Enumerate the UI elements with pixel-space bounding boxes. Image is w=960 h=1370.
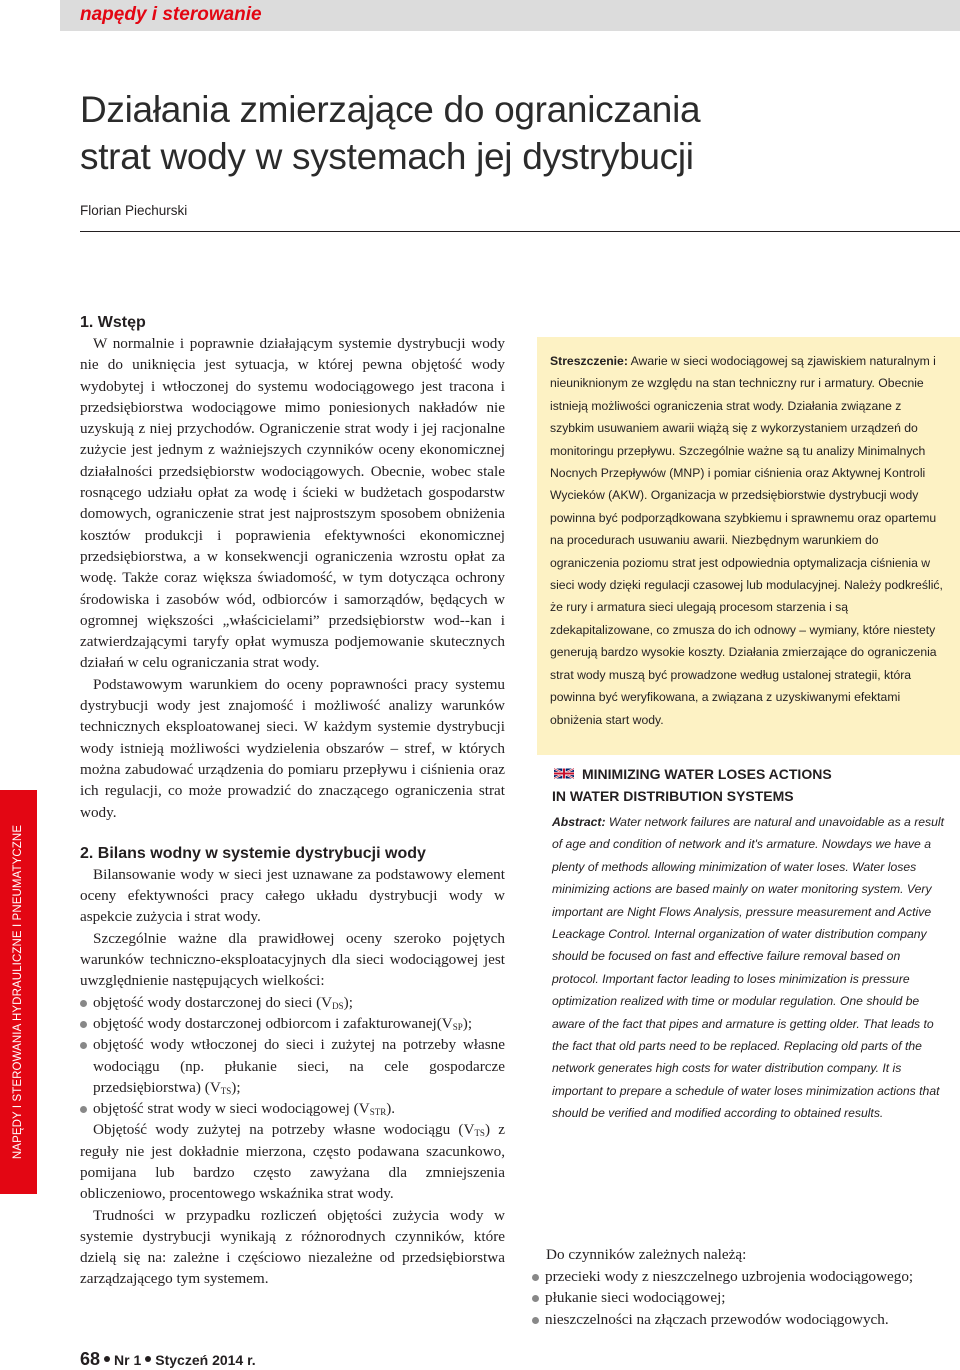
author-name: Florian Piechurski: [80, 203, 188, 218]
bullet-icon: [80, 1042, 87, 1049]
title-line-1: Działania zmierzające do ograniczania: [80, 89, 701, 130]
list-item: nieszczelności na złączach przewodów wodociągowych.: [532, 1309, 960, 1331]
section-2-paragraph-2: Szczególnie ważne dla prawidłowej oceny szeroko pojętych warunków techniczno-eksploatacyjnych dla sieci wodociągowej jest uwzględnienie następujących wielkości:: [80, 929, 505, 990]
bullet-icon: [80, 1106, 87, 1113]
list-item: objętość strat wody w sieci wodociągowej $(V_{STR})$.: [80, 1098, 505, 1119]
bullet-icon: [80, 1000, 87, 1007]
bullet-icon: [104, 1356, 110, 1362]
issue-number: Nr 1: [114, 1352, 142, 1368]
side-category-label: NAPĘDY I STEROWANIA HYDRAULICZNE I PNEUMATYCZNE: [12, 824, 24, 1160]
article-title: [80, 86, 940, 180]
main-column: [80, 310, 505, 1290]
factors-intro: Do czynników zależnych należą:: [546, 1246, 747, 1263]
bullet-icon: [80, 1021, 87, 1028]
list-item: przecieki wody z nieszczelnego uzbrojenia wodociągowego;: [532, 1266, 960, 1288]
list-item: objętość wody dostarczonej odbiorcom i $zafakturowanej(V_{SP})$;: [80, 1013, 505, 1034]
list-item: płukanie sieci wodociągowej;: [532, 1287, 960, 1309]
section-2-paragraph-4: Trudności w przypadku rozliczeń objętości zużycia wody w systemie dystrybucji wynikają z różnorodnych czynników, które dzielą się na: zależne i częściowo niezależne od przedsiębiorstwa zarządzającego tym systemem.: [80, 1206, 505, 1288]
bullet-icon: [532, 1274, 539, 1281]
section-label: napędy i sterowanie: [80, 4, 262, 25]
list-item: objętość wody dostarczonej do sieci $(V_{DS})$;: [80, 992, 505, 1013]
quantities-list: [80, 992, 505, 1120]
section-1-paragraph-1: W normalnie i poprawnie działającym systemie dystrybucji wody nie do uniknięcia jest sytuacja, w której pewna objętość wody wydobytej i wtłoczonej do systemu wodociągowego jest tracona i przedsiębiorstwa wodociągowe mimo poniesionych nakładów nie uzyskują z niej przychodów. Ograniczenie strat wody i jej racjonalne zużycie jest jednym z ważniejszych czynników oceny ekonomicznej działalności przedsiębiorstw wodociągowych. Obecnie, wobec stale rosnącego udziału opłat za wodę i ścieki w budżetach gospodarstw domowych, ograniczenie strat jest najprostszym sposobem obniżenia kosztów produkcji i poprawienia efektywności ekonomicznej przedsiębiorstwa, a w konsekwencji ograniczenia wzrostu opłat za wodę. Także coraz większa świadomość, w tym dotycząca ochrony środowiska i zasobów wód, odbiorców i samorządów, będących w ogromnej większości „właścicielami” przedsiębiorstw wod--kan i zatwierdzającymi taryfy opłat wymusza podjemowanie skutecznych działań w celu ograniczania strat wody.: [80, 335, 505, 672]
bullet-icon: [145, 1356, 151, 1362]
factors-list: [532, 1266, 960, 1331]
right-column: [532, 1244, 960, 1330]
english-title: MINIMIZING WATER LOSES ACTIONS IN WATER DISTRIBUTION SYSTEMS: [552, 766, 832, 804]
issue-date: Styczeń 2014 r.: [155, 1352, 256, 1368]
page-number: 68: [80, 1349, 101, 1369]
abstract-polish: Streszczenie: Awarie w sieci wodociągowej są zjawiskiem naturalnym i nieuniknionym ze względu na stan techniczny rur i armatury. Obecnie istnieją możliwości ograniczenia strat wody. Działania związane z szybkim usuwaniem awarii wiążą się z wykorzystaniem urządzeń do monitoringu przepływu. Szczególnie ważne są tu analizy Minimalnych Nocnych Przepływów (MNP) i pomiar ciśnienia oraz Aktywnej Kontroli Wycieków (AKW). Organizacja w przedsiębiorstwie dystrybucji wody powinna być podporządkowana szybkiemu i sprawnemu oraz opartemu na procedurach usuwaniu awarii. Niezbędnym warunkiem do ograniczenia poziomu strat jest odpowiednia optymalizacja ciśnienia w sieci wody dzięki regulacji czasowej lub modulacyjnej. Należy podkreślić, że rury i armatura sieci ulegają procesom starzenia i są zdekapitalizowane, co zmusza do ich odnowy – wymiany, które niestety generują bardzo wysokie koszty. Działania zmierzające do ograniczenia strat wody muszą być prowadzone według ustalonej strategii, która powinna być weryfikowana, a związana z uzyskiwanymi efektami obniżenia start wody.: [550, 354, 943, 727]
section-1-heading: 1. Wstęp: [80, 314, 146, 331]
page-footer: [80, 1349, 256, 1370]
title-divider: [80, 231, 960, 232]
section-2-paragraph-1: Bilansowanie wody w sieci jest uznawane za podstawowy element oceny efektywności pracy całego układu dystrybucji wody w aspekcie zużycia i strat wody.: [80, 865, 505, 926]
section-2-heading: 2. Bilans wodny w systemie dystrybucji wody: [80, 844, 426, 862]
section-2-paragraph-3: Objętość wody zużytej na potrzeby własne wodociągu $(V_{TS})$ z reguły nie jest dokładnie mierzona, często podawana szacunkowo, pomijana lub bardzo często zawyżana dla zmniejszenia obliczeniowo, procentowego wskaźnika strat wody.: [80, 1121, 505, 1203]
title-line-2: strat wody w systemach jej dystrybucji: [80, 136, 694, 177]
list-item: objętość wody wtłoczonej do sieci i zużytej na potrzeby własne wodociągu (np. płukanie sieci, na cele gospodarcze przedsiębiorstwa) $(V_{TS})$;: [80, 1034, 505, 1098]
abstract-english: Abstract: Water network failures are natural and unavoidable as a result of age and condition of network and it's armature. Nowdays we have a plenty of methods allowing minimization of water loses. Water loses minimizing actions are based mainly on water monitoring system. Very important are Night Flows Analysis, pressure measurement and Active Leackage Control. Internal organization of water distribution company should be focused on fast and effective failure removal based on protocol. Important factor leading to loses minimization is pressure optimization realized with time or modular regulation. One should be aware of the fact that pipes and armature is getting older. That leads to the fact that old parts need to be replaced. Replacing old parts of the network generates high costs for water distribution company. It is important to prepare a schedule of water loses minimization actions that should be verified and modified according to obtained results.: [552, 815, 945, 1121]
bullet-icon: [532, 1295, 539, 1302]
bullet-icon: [532, 1317, 539, 1324]
section-1-paragraph-2: Podstawowym warunkiem do oceny poprawności pracy systemu dystrybucji wody jest znajomość i możliwość analizy warunków technicznych eksploatowanej sieci. W każdym systemie dystrybucji wody istnieją możliwości wydzielenia obszarów – stref, w których można zabudować urządzenia do pomiaru przepływu i ciśnienia oraz ich regulacji, co może prowadzić do znaczącego ograniczenia strat wody.: [80, 675, 505, 821]
uk-flag-icon: [554, 767, 574, 780]
